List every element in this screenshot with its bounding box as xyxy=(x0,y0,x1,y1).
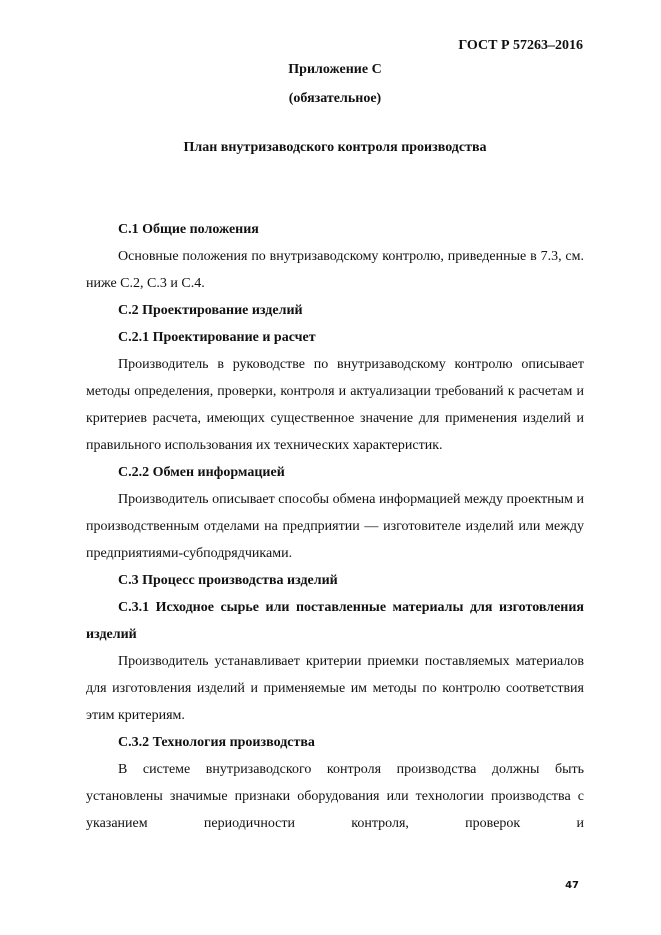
paragraph: В системе внутризаводского контроля производства должны быть установлены значимые признаки оборудования или технологии производства с указанием периодичности контроля, проверок и xyxy=(86,762,584,831)
section-heading: С.2 Проектирование изделий xyxy=(118,303,303,318)
paragraph: Основные положения по внутризаводскому контролю, приведенные в 7.3, см. ниже С.2, С.3 и С.4. xyxy=(86,249,584,291)
page-number: 47 xyxy=(565,880,579,891)
subsection-heading: С.3.2 Технология производства xyxy=(118,735,315,750)
appendix-title: Приложение С xyxy=(288,62,382,77)
appendix-heading: План внутризаводского контроля производства xyxy=(183,140,487,155)
paragraph: Производитель описывает способы обмена информацией между проектным и производственным отделами на предприятии — изготовителе изделий или между предприятиями-субподрядчиками. xyxy=(86,492,584,561)
subsection-heading: С.2.1 Проектирование и расчет xyxy=(118,330,316,345)
section-heading: С.3 Процесс производства изделий xyxy=(118,573,338,588)
subsection-heading: С.3.1 Исходное сырье или поставленные материалы для изготовления изделий xyxy=(86,600,584,642)
paragraph: Производитель в руководстве по внутризаводскому контролю описывает методы определения, проверки, контроля и актуализации требований к расчетам и критериев расчета, имеющих существенное значение для применения изделий и правильного использования их технических характеристик. xyxy=(86,357,584,453)
standard-code: ГОСТ Р 57263–2016 xyxy=(458,38,583,53)
document-body xyxy=(86,216,584,837)
section-heading: С.1 Общие положения xyxy=(118,222,259,237)
appendix-status: (обязательное) xyxy=(288,91,382,106)
paragraph: Производитель устанавливает критерии приемки поставляемых материалов для изготовления изделий и применяемые им методы по контролю соответствия этим критериям. xyxy=(86,654,584,723)
subsection-heading: С.2.2 Обмен информацией xyxy=(118,465,285,480)
